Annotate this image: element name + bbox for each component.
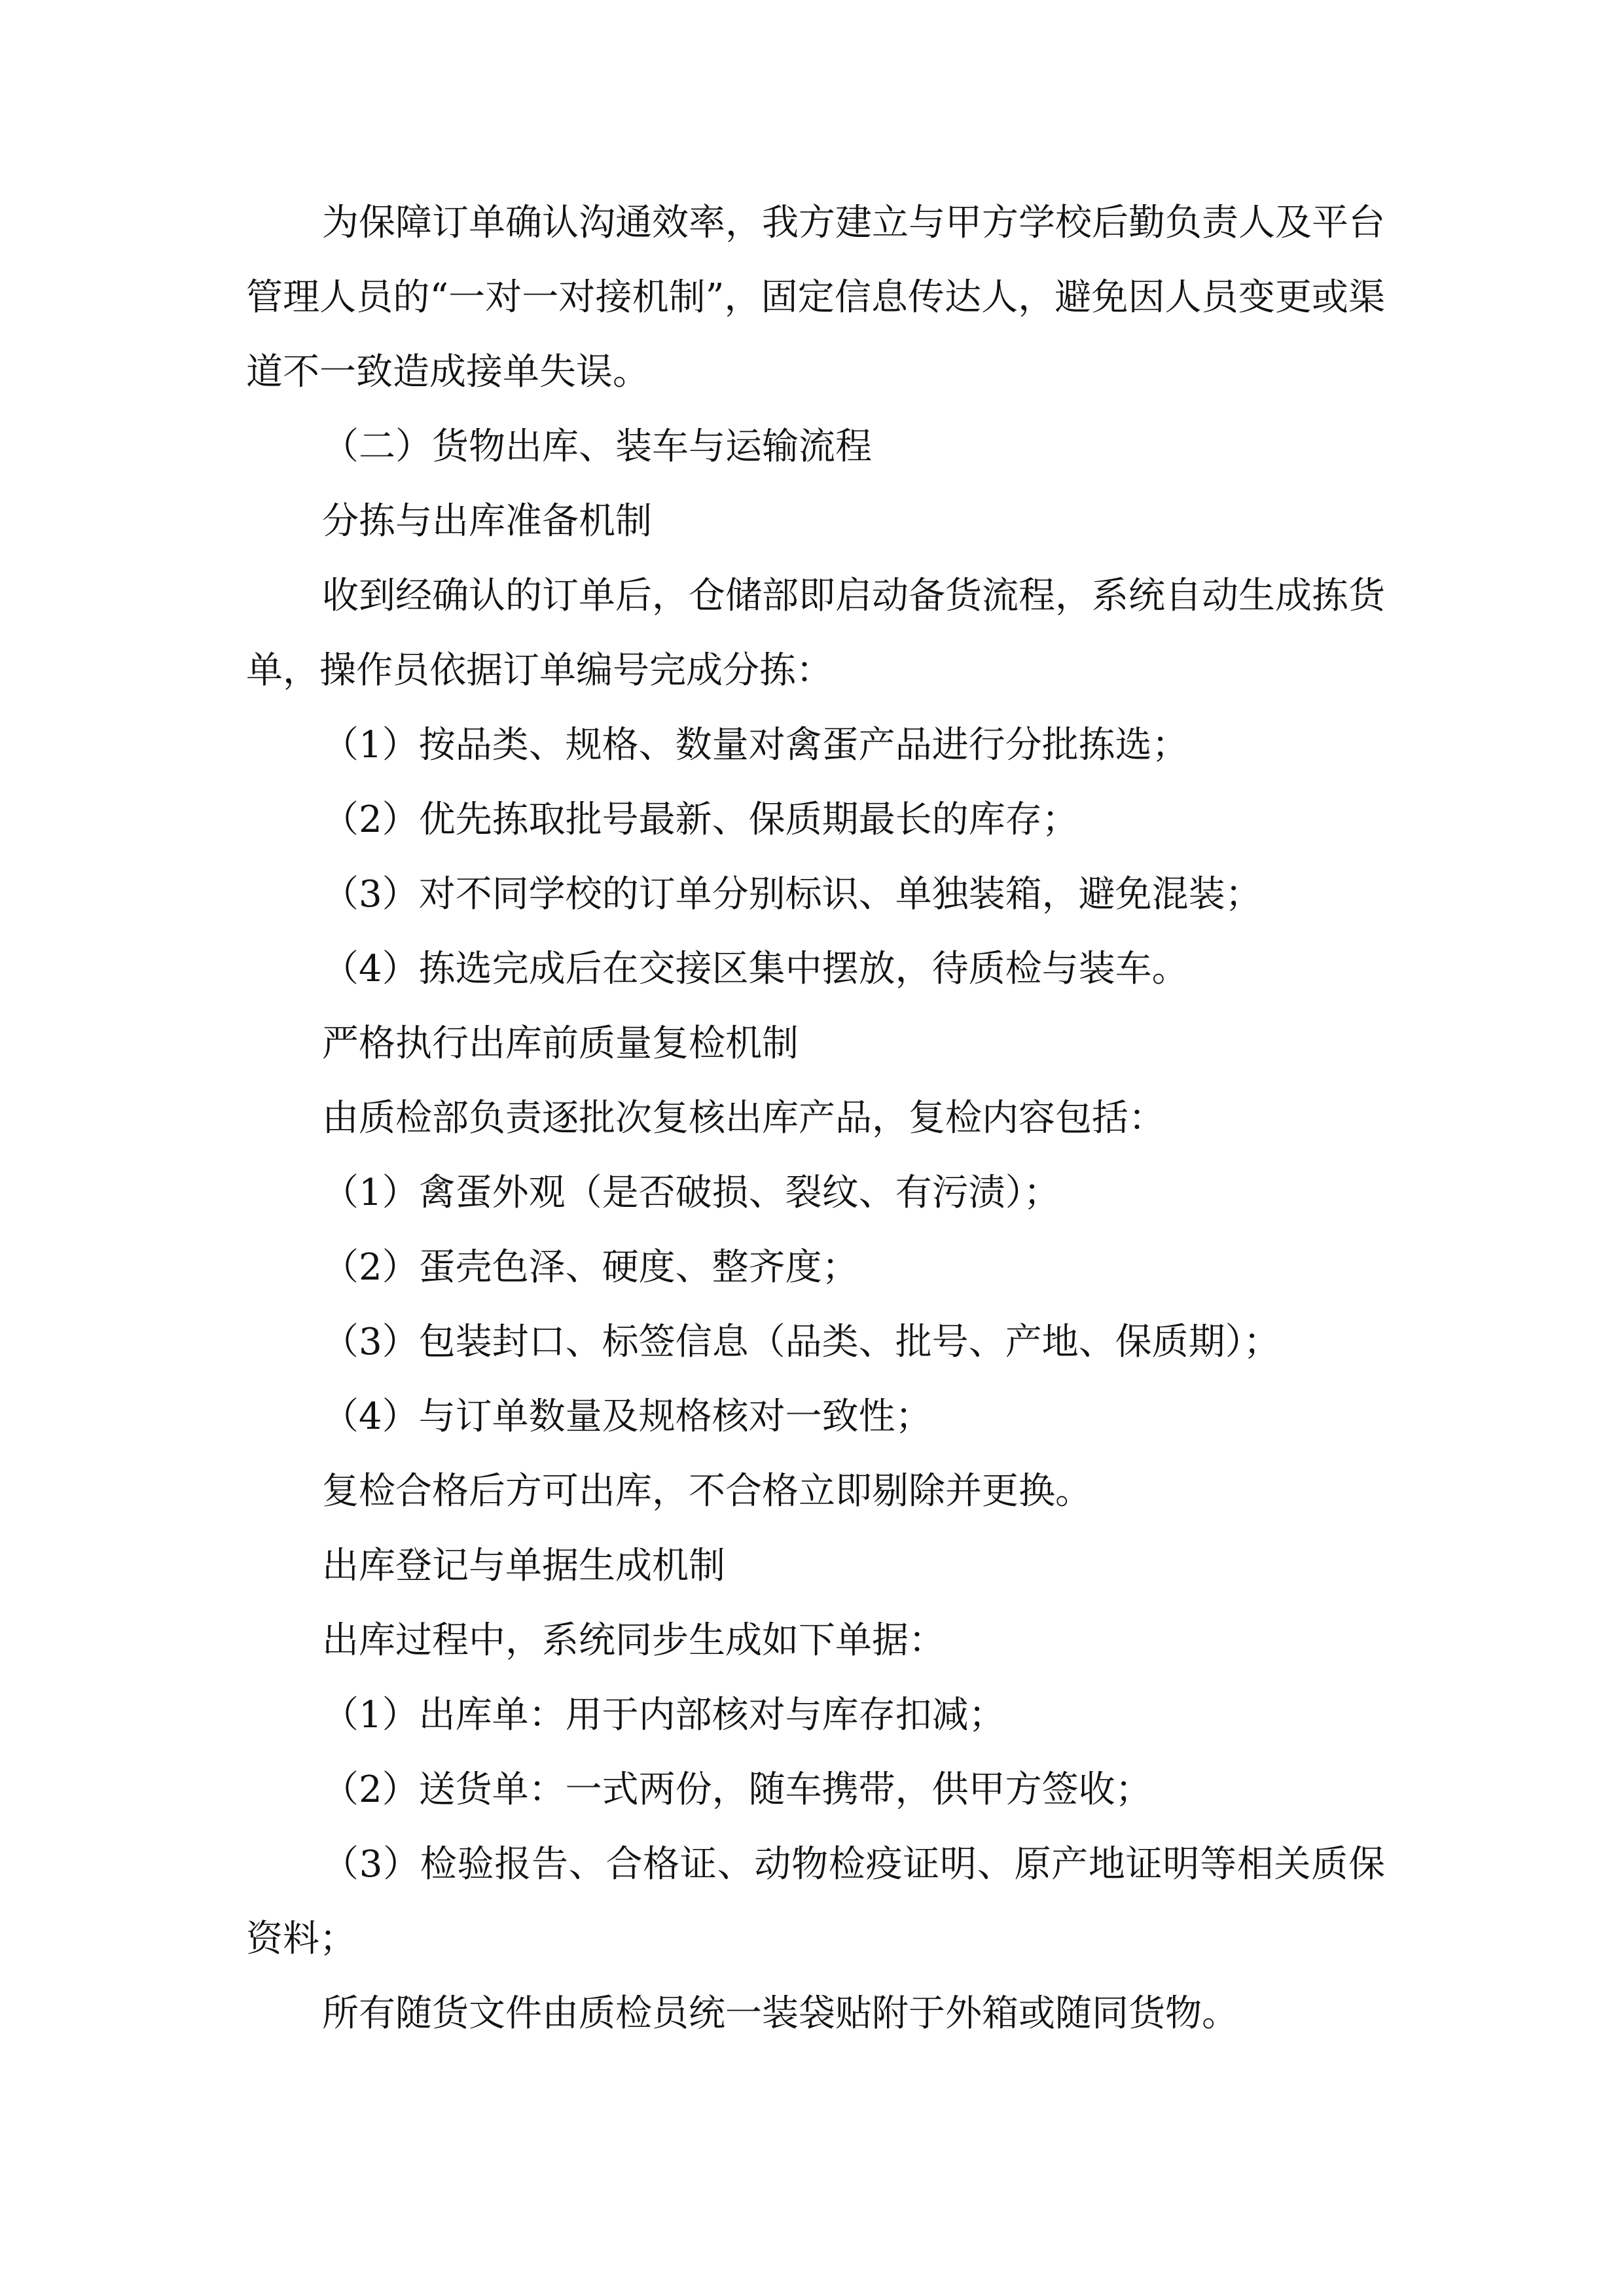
list-item-sorting-1: （1）按品类、规格、数量对禽蛋产品进行分批拣选； <box>322 724 1189 766</box>
list-item-recheck-2: （2）蛋壳色泽、硬度、整齐度； <box>322 1246 859 1289</box>
paragraph-documents-closing: 所有随货文件由质检员统一装袋贴附于外箱或随同货物。 <box>322 1992 1238 2035</box>
list-item-sorting-3: （3）对不同学校的订单分别标识、单独装箱，避免混装； <box>322 873 1262 916</box>
subheading-outbound-documents: 出库登记与单据生成机制 <box>322 1545 725 1587</box>
list-item-sorting-4: （4）拣选完成后在交接区集中摆放，待质检与装车。 <box>322 948 1189 990</box>
section-heading-outbound-transport: （二）货物出库、装车与运输流程 <box>322 425 872 468</box>
list-item-recheck-3: （3）包装封口、标签信息（品类、批号、产地、保质期）； <box>322 1321 1280 1363</box>
paragraph-picking-process: 收到经确认的订单后，仓储部即启动备货流程，系统自动生成拣货单，操作员依据订单编号完成分拣： <box>246 575 1385 692</box>
subheading-sorting-preparation: 分拣与出库准备机制 <box>322 500 652 543</box>
paragraph-documents-intro: 出库过程中，系统同步生成如下单据： <box>322 1619 945 1662</box>
list-item-documents-1: （1）出库单：用于内部核对与库存扣减； <box>322 1694 1005 1736</box>
paragraph-recheck-result: 复检合格后方可出库，不合格立即剔除并更换。 <box>322 1470 1092 1513</box>
paragraph-recheck-intro: 由质检部负责逐批次复核出库产品，复检内容包括： <box>322 1097 1165 1139</box>
document-body <box>246 186 1385 2051</box>
subheading-quality-recheck: 严格执行出库前质量复检机制 <box>322 1022 799 1065</box>
list-item-sorting-2: （2）优先拣取批号最新、保质期最长的库存； <box>322 798 1079 841</box>
list-item-documents-2: （2）送货单：一式两份，随车携带，供甲方签收； <box>322 1768 1152 1811</box>
list-item-recheck-4: （4）与订单数量及规格核对一致性； <box>322 1395 932 1438</box>
list-item-documents-3: （3）检验报告、合格证、动物检疫证明、原产地证明等相关质保资料； <box>246 1843 1385 1960</box>
list-item-recheck-1: （1）禽蛋外观（是否破损、裂纹、有污渍）； <box>322 1172 1060 1214</box>
paragraph-order-communication: 为保障订单确认沟通效率，我方建立与甲方学校后勤负责人及平台管理人员的“一对一对接机制”，固定信息传达人，避免因人员变更或渠道不一致造成接单失误。 <box>246 202 1385 393</box>
